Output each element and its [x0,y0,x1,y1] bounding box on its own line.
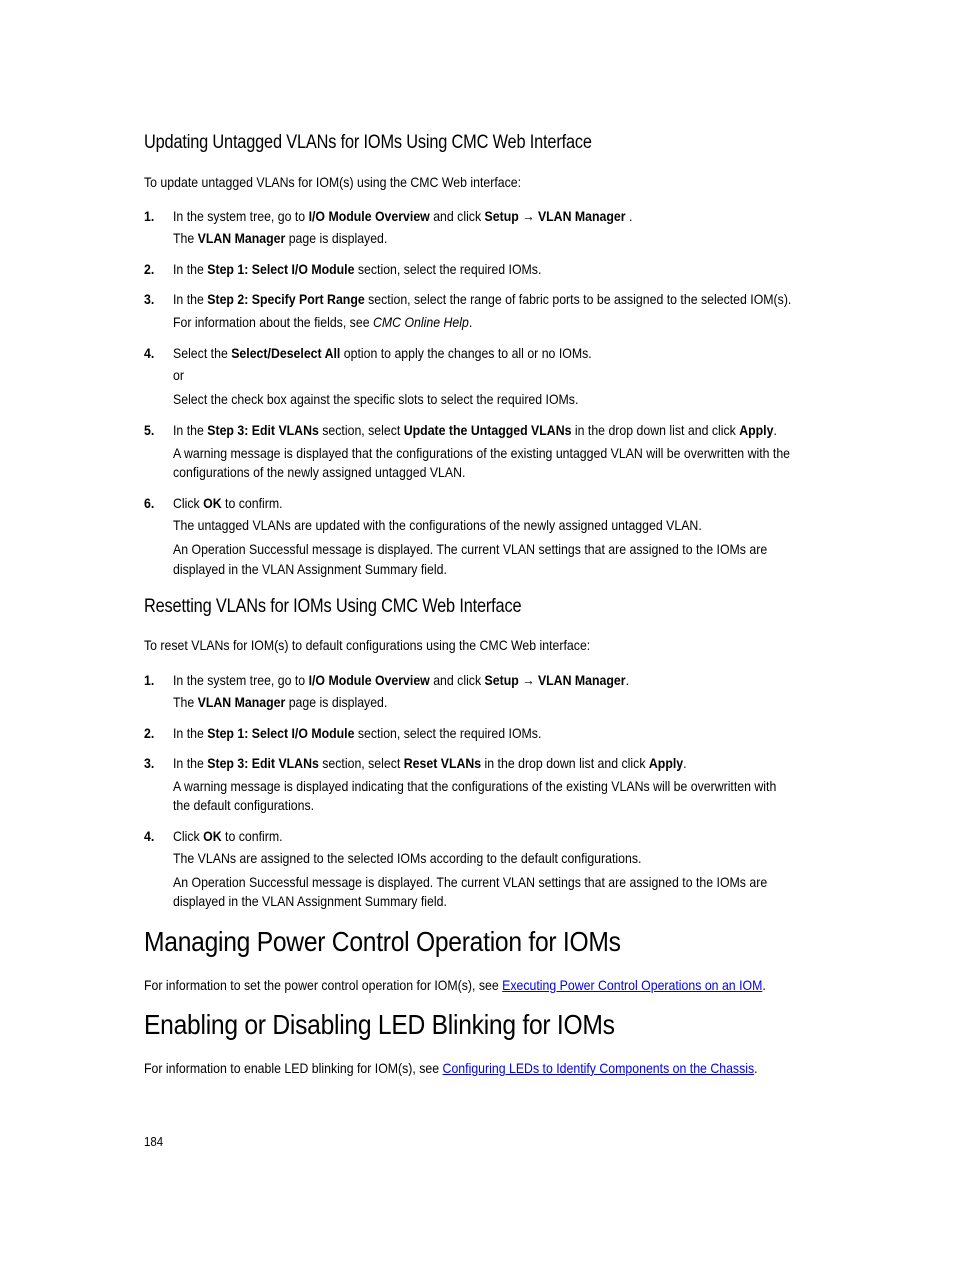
step-number: 2. [144,261,155,277]
section-intro: To reset VLANs for IOM(s) to default configurations using the CMC Web interface: [144,637,591,653]
step-text: Click OK to confirm. [173,495,283,511]
step-number: 3. [144,291,155,307]
step-result: Select the check box against the specific slots to select the required IOMs. [173,391,579,407]
section-heading-power-control: Managing Power Control Operation for IOMs [144,926,621,957]
page-number: 184 [144,1134,164,1149]
step-number: 1. [144,672,155,688]
step-number: 1. [144,208,155,224]
step-text: In the system tree, go to I/O Module Overview and click Setup → VLAN Manager . [173,208,633,224]
step-result: The VLANs are assigned to the selected IOMs according to the default configurations. [173,850,642,866]
step-number: 4. [144,828,155,844]
step-number: 3. [144,755,155,771]
section-text: For information to set the power control operation for IOM(s), see Executing Power Control Operations on an IOM. [144,977,766,993]
step-text: In the Step 1: Select I/O Module section, select the required IOMs. [173,725,542,741]
section-heading-reset-vlans: Resetting VLANs for IOMs Using CMC Web Interface [144,596,522,617]
step-result: For information about the fields, see CMC Online Help. [173,314,473,330]
step-result: An Operation Successful message is displayed. The current VLAN settings that are assigned to the IOMs are [173,874,768,890]
step-result: configurations of the newly assigned untagged VLAN. [173,464,466,480]
step-number: 6. [144,495,155,511]
step-text: Select the Select/Deselect All option to apply the changes to all or no IOMs. [173,345,592,361]
step-result: displayed in the VLAN Assignment Summary field. [173,561,447,577]
step-or: or [173,367,184,383]
step-result: the default configurations. [173,797,315,813]
step-text: Click OK to confirm. [173,828,283,844]
step-text: In the Step 2: Specify Port Range section, select the range of fabric ports to be assigned to the selected IOM(s). [173,291,792,307]
step-text: In the Step 1: Select I/O Module section, select the required IOMs. [173,261,542,277]
section-text: For information to enable LED blinking for IOM(s), see Configuring LEDs to Identify Components on the Chassis. [144,1060,758,1076]
step-result: The VLAN Manager page is displayed. [173,230,388,246]
step-number: 4. [144,345,155,361]
step-result: The untagged VLANs are updated with the configurations of the newly assigned untagged VLAN. [173,517,702,533]
step-text: In the Step 3: Edit VLANs section, select Reset VLANs in the drop down list and click Apply. [173,755,687,771]
section-heading-led-blinking: Enabling or Disabling LED Blinking for IOMs [144,1009,615,1040]
section-heading-update-untagged: Updating Untagged VLANs for IOMs Using CMC Web Interface [144,132,592,153]
step-text: In the Step 3: Edit VLANs section, select Update the Untagged VLANs in the drop down list and click Apply. [173,422,777,438]
step-number: 5. [144,422,155,438]
step-result: An Operation Successful message is displayed. The current VLAN settings that are assigned to the IOMs are [173,541,768,557]
section-intro: To update untagged VLANs for IOM(s) using the CMC Web interface: [144,174,522,190]
step-result: A warning message is displayed indicating that the configurations of the existing VLANs will be overwritten with [173,778,777,794]
step-result: displayed in the VLAN Assignment Summary field. [173,893,447,909]
configuring-leds-link[interactable]: Configuring LEDs to Identify Components on the Chassis [442,1060,755,1076]
power-control-link[interactable]: Executing Power Control Operations on an IOM [502,977,763,993]
step-text: In the system tree, go to I/O Module Overview and click Setup → VLAN Manager. [173,672,629,688]
step-number: 2. [144,725,155,741]
step-result: The VLAN Manager page is displayed. [173,694,388,710]
step-result: A warning message is displayed that the configurations of the existing untagged VLAN will be overwritten with the [173,445,791,461]
